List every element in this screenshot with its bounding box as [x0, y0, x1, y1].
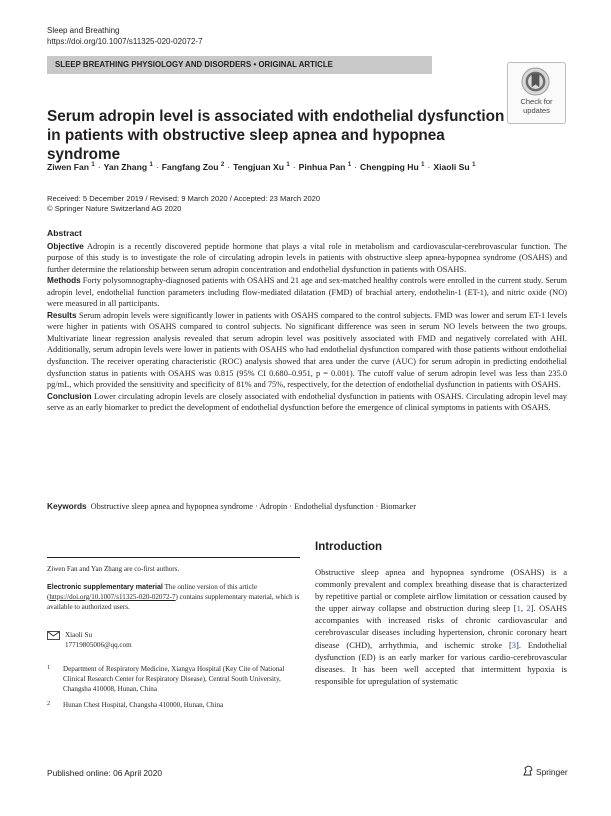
contact-email[interactable]: 17719805006@qq.com: [65, 641, 132, 649]
author-name[interactable]: Chengping Hu $^1$: [360, 162, 425, 172]
results-text: Serum adropin levels were significantly lower in patients with OSAHS compared to the control subjects. FMD was lower and serum ET-1 levels were higher in patients with OSAHS compared to control subjects. No significant difference was seen in serum NO levels between the two groups. Multivariate linear regression analysis revealed that serum adropin level was positively associated with FMD and negatively correlated with AHI. Additionally, serum adropin levels were lower in patients with OSAHS who had endothelial dysfunction compared with those patients without endothelial dysfunction. The receiver operating characteristic (ROC) analysis showed that area under the curve (AUC) for serum adropin in predicting endothelial dysfunction status in patients with OSAHS was 0.815 (95% CI 0.680–0.951, p = 0.001). The cutoff value of serum adropin level was less than 235.0 pg/mL, which provided the sensitivity and specificity of 81% and 75%, respectively, for the detection of endothelial dysfunction in patients with OSAHS.: [47, 310, 568, 390]
results-label: Results: [47, 310, 77, 320]
keywords: [47, 501, 567, 511]
intro-text-3: ]. OSAHS accompanies with increased risks of chronic cardiovascular and cerebrovascular diseases including hypertension, chronic coronary heart disease (CHD), arrhythmia, and ischemic stroke [: [315, 603, 568, 650]
affiliation-2-number: 2: [47, 701, 50, 707]
abstract-objective: [47, 241, 567, 276]
methods-label: Methods: [47, 276, 81, 286]
abstract: [47, 228, 567, 414]
publisher-name: Springer: [536, 767, 568, 777]
check-for-updates-button[interactable]: [507, 62, 566, 124]
keywords-label: Keywords: [47, 501, 87, 511]
abstract-heading: Abstract: [47, 228, 82, 238]
author-list: [47, 162, 475, 172]
introduction-heading: Introduction: [315, 541, 383, 553]
esm-link[interactable]: https://doi.org/10.1007/s11325-020-02072-7: [49, 592, 176, 601]
introduction-body: [315, 566, 567, 687]
author-name[interactable]: Yan Zhang $^1$: [103, 162, 153, 172]
title-line-1: Serum adropin level is associated with endothelial dysfunction: [47, 108, 505, 125]
intro-text-2: ,: [520, 603, 527, 614]
title-line-2: in patients with obstructive sleep apnea and hypopnea syndrome: [47, 127, 445, 163]
published-date: Published online: 06 April 2020: [47, 768, 163, 778]
springer-horse-icon: [522, 765, 534, 777]
intro-text-4: ]. Endothelial dysfunction (ED) is an early marker for various cardio-cerebrovascular diseases. It has been well accepted that intermittent hypoxia is responsible for upregulation of systematic: [315, 639, 568, 686]
bookmark-check-icon: [521, 67, 550, 96]
objective-text: Adropin is a recently discovered peptide hormone that plays a vital role in metabolism and cardiovascular-cerebrovascular function. The purpose of this study is to investigate the role of circulating adropin levels in patients with obstructive sleep apnea-hypopnea syndrome (OSAHS) and further determine the relationship between serum adropin concentration and endothelial dysfunction in patients with OSAHS.: [47, 241, 567, 274]
author-separator: ·: [227, 162, 231, 172]
check-updates-line1: Check for: [520, 97, 553, 106]
doi-link[interactable]: https://doi.org/10.1007/s11325-020-02072-7: [47, 37, 203, 46]
abstract-conclusion: [47, 391, 567, 414]
article-category: SLEEP BREATHING PHYSIOLOGY AND DISORDERS • ORIGINAL ARTICLE: [55, 60, 333, 69]
author-name[interactable]: Pinhua Pan $^1$: [298, 162, 352, 172]
author-separator: ·: [155, 162, 159, 172]
author-name[interactable]: Tengjuan Xu $^1$: [233, 162, 290, 172]
author-affiliation-number: 1: [286, 162, 290, 169]
cofirst-note: Ziwen Fan and Yan Zhang are co-first authors.: [47, 565, 180, 573]
author-name[interactable]: Ziwen Fan $^1$: [47, 162, 95, 172]
check-updates-label: [508, 97, 565, 115]
author-affiliation-number: 1: [347, 162, 352, 169]
author-affiliation-number: 1: [91, 162, 95, 169]
article-title: [47, 107, 507, 164]
citation-3[interactable]: 3: [511, 639, 517, 650]
author-affiliation-number: 1: [421, 162, 425, 169]
author-separator: ·: [97, 162, 101, 172]
author-separator: ·: [427, 162, 431, 172]
esm-label: Electronic supplementary material: [47, 582, 163, 591]
author-separator: ·: [292, 162, 296, 172]
citation-2[interactable]: 2: [526, 603, 531, 614]
author-name[interactable]: Fangfang Zou $^2$: [161, 162, 225, 172]
conclusion-label: Conclusion: [47, 391, 92, 401]
affiliation-2: [47, 700, 300, 712]
check-updates-line2: updates: [523, 106, 550, 115]
journal-name: Sleep and Breathing: [47, 26, 120, 35]
author-affiliation-number: 1: [472, 162, 476, 169]
envelope-icon: [47, 631, 60, 640]
affiliation-1: [47, 664, 300, 704]
abstract-results: [47, 310, 567, 391]
keywords-list: Obstructive sleep apnea and hypopnea syndrome · Adropin · Endothelial dysfunction · Biomarker: [90, 502, 416, 511]
esm-note: [47, 583, 300, 613]
objective-label: Objective: [47, 241, 84, 251]
author-affiliation-number: 2: [220, 162, 225, 169]
affiliation-1-text: Department of Respiratory Medicine, Xiangya Hospital (Key Cite of National Clinical Research Center for Respiratory Disease), Central South University, Changsha 410008, Hunan, China: [63, 665, 285, 694]
conclusion-text: Lower circulating adropin levels are closely associated with endothelial dysfunction in patients with OSAHS. Circulating adropin level may serve as an early biomarker to predict the development of endothelial dysfunction before the emergence of clinical symptoms in patients with OSAHS.: [47, 391, 567, 413]
publisher-logo: [522, 765, 568, 777]
intro-text-1: Obstructive sleep apnea and hypopnea syndrome (OSAHS) is a commonly prevalent and complex breathing disease that is characterized by repetitive partial or complete airflow limitation or cessation caused by the upper airway collapse and obstruction during sleep [: [315, 567, 567, 614]
affiliation-2-text: Hunan Chest Hospital, Changsha 410000, Hunan, China: [63, 701, 224, 709]
author-affiliation-number: 1: [149, 162, 153, 169]
contact-name: Xiaoli Su: [65, 631, 92, 639]
methods-text: Forty polysomnography-diagnosed patients with OSAHS and 21 age and sex-matched healthy controls were enrolled in the current study. Serum adropin level, endothelial function parameters including flow-mediated dilatation (FMD) of brachial artery, endothelin-1 (ET-1), and nitric oxide (NO) were measured in all participants.: [47, 276, 567, 309]
footnotes: [47, 565, 300, 621]
esm-text-b: ) contains supplementary material, which is available to authorized users.: [47, 592, 300, 611]
article-dates: Received: 5 December 2019 / Revised: 9 March 2020 / Accepted: 23 March 2020: [47, 194, 321, 203]
abstract-methods: [47, 275, 567, 310]
esm-text-a: The online version of this article (: [47, 582, 257, 601]
affiliation-1-number: 1: [47, 665, 50, 671]
category-bar: [47, 56, 432, 74]
author-separator: ·: [354, 162, 358, 172]
citation-1[interactable]: 1: [516, 603, 521, 614]
author-name[interactable]: Xiaoli Su $^1$: [433, 162, 476, 172]
footnote-divider: [47, 557, 300, 558]
copyright: © Springer Nature Switzerland AG 2020: [47, 204, 182, 213]
